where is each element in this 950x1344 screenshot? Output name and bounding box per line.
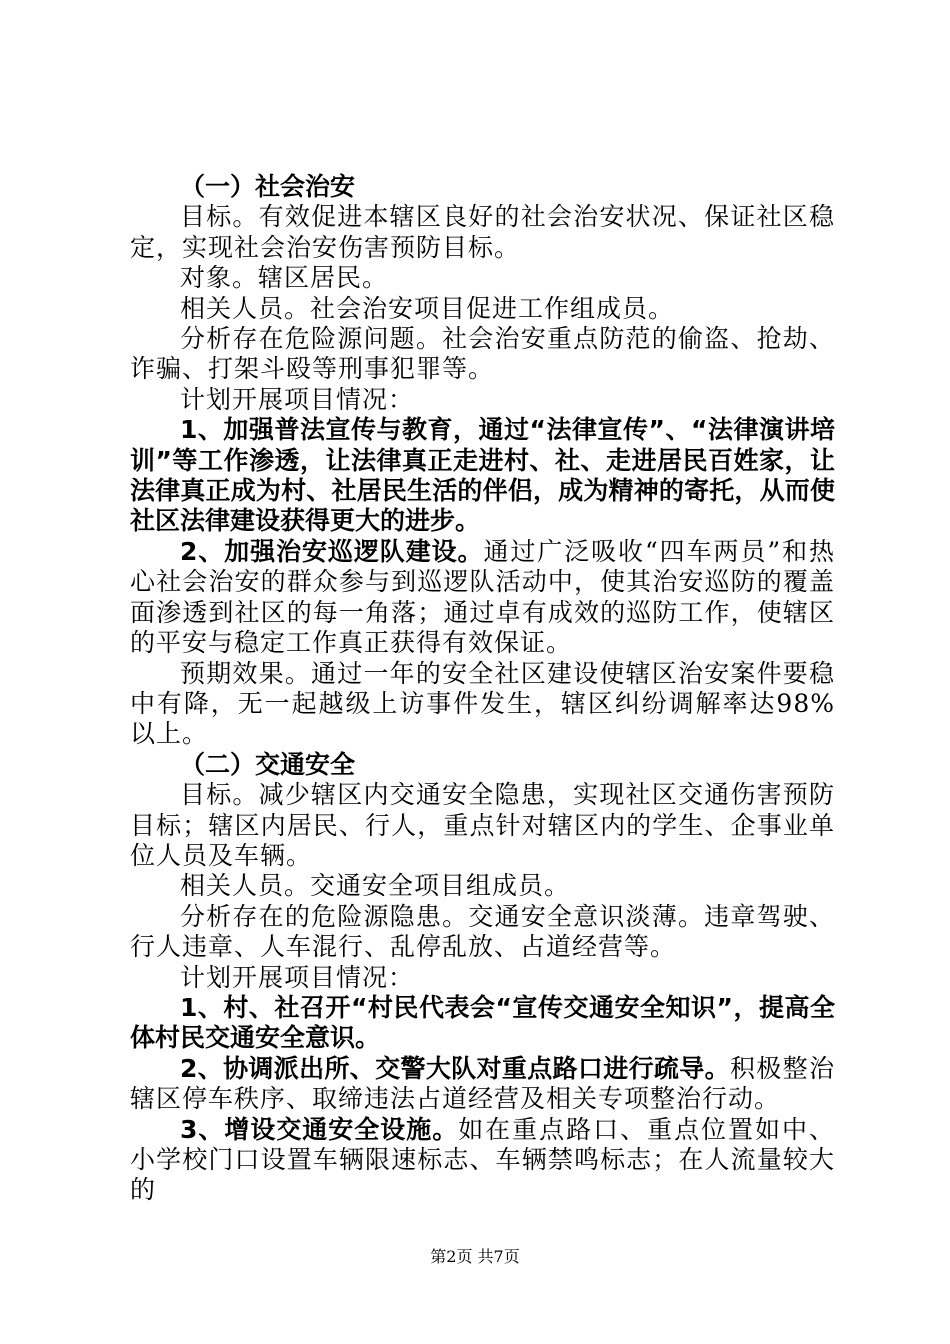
- paragraph-traffic-item-1: [130, 993, 835, 1054]
- paragraph-plan-intro: 计划开展项目情况：: [180, 384, 415, 414]
- paragraph-personnel: 相关人员。社会治安项目促进工作组成员。: [180, 293, 675, 323]
- paragraph-traffic-personnel: 相关人员。交通安全项目组成员。: [180, 871, 571, 901]
- paragraph-plan-item-1: 1、加强普法宣传与教育，通过“法律宣传”、“法律演讲培训”等工作渗透，让法律真正走进村、社、走进居民百姓家，让法律真正成为村、社居民生活的伴侣，成为精神的寄托，从而使社区法律建设获得更大的进步。: [130, 415, 835, 536]
- paragraph-traffic-hazard: 分析存在的危险源隐患。交通安全意识淡薄。违章驾驶、行人违章、人车混行、乱停乱放、占道经营等。: [130, 901, 835, 962]
- paragraph-plan-item-2: [130, 537, 835, 659]
- paragraph-goal: 目标。有效促进本辖区良好的社会治安状况、保证社区稳定，实现社会治安伤害预防目标。: [130, 202, 835, 262]
- paragraph-expected-effect: 预期效果。通过一年的安全社区建设使辖区治安案件要稳中有降，无一起越级上访事件发生，辖区纠纷调解率达98%以上。: [130, 658, 835, 749]
- paragraph-traffic-item-2: [130, 1054, 835, 1115]
- page-number-footer: 第2页 共7页: [430, 1247, 520, 1266]
- paragraph-target: 对象。辖区居民。: [180, 263, 389, 293]
- document-body: [130, 172, 835, 1206]
- traffic-item-2-lead: 2、协调派出所、交警大队对重点路口进行疏导。: [180, 1053, 730, 1083]
- plan-item-2-body: 通过广泛吸收“四车两员”和热心社会治安的群众参与到巡逻队活动中，使其治安巡防的覆盖面渗透到社区的每一角落；通过卓有成效的巡防工作，使辖区的平安与稳定工作真正获得有效保证。: [130, 536, 835, 658]
- paragraph-hazard-analysis: 分析存在危险源问题。社会治安重点防范的偷盗、抢劫、诈骗、打架斗殴等刑事犯罪等。: [130, 324, 835, 384]
- paragraph-traffic-plan-intro: 计划开展项目情况：: [180, 962, 415, 992]
- paragraph-traffic-goal: 目标。减少辖区内交通安全隐患，实现社区交通伤害预防目标；辖区内居民、行人，重点针对辖区内的学生、企事业单位人员及车辆。: [130, 780, 835, 870]
- section-heading-2: （二）交通安全: [180, 749, 356, 779]
- paragraph-traffic-item-3: [130, 1115, 835, 1206]
- traffic-item-1-lead: 1、村、社召开“村民代表会“宣传交通安全知识”，提高全体村民交通安全意识。: [130, 992, 835, 1053]
- plan-item-2-lead: 2、加强治安巡逻队建设。: [180, 536, 484, 566]
- traffic-item-3-lead: 3、增设交通安全设施。: [180, 1114, 459, 1144]
- section-heading-1: （一）社会治安: [180, 172, 356, 201]
- traffic-item-2-body: 积极整治辖区停车秩序、取缔违法占道经营及相关专项整治行动。: [130, 1053, 835, 1114]
- traffic-item-3-body: 如在重点路口、重点位置如中、小学校门口设置车辆限速标志、车辆禁鸣标志；在人流量较大的: [130, 1114, 835, 1205]
